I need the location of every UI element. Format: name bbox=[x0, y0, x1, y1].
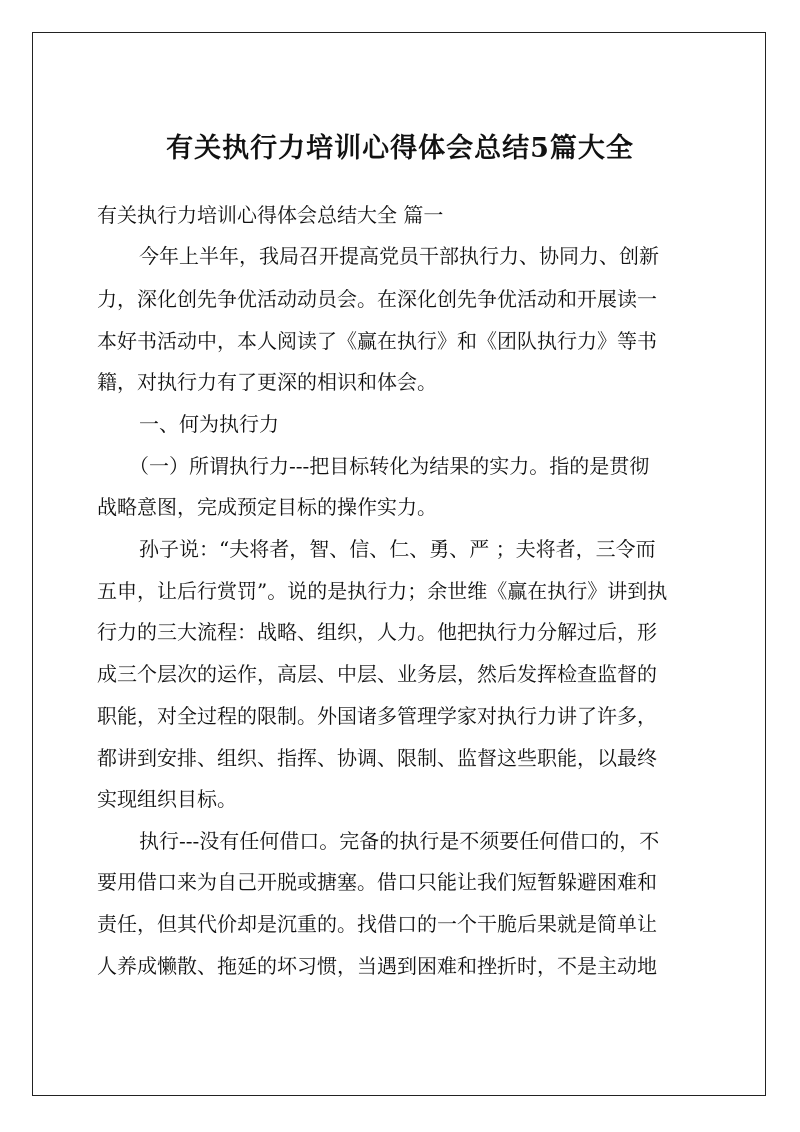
paragraph-line: 孙子说：“夫将者，智、信、仁、勇、严 ；夫将者，三令而 bbox=[139, 537, 656, 561]
paragraph-line: 职能，对全过程的限制。外国诸多管理学家对执行力讲了许多， bbox=[97, 704, 657, 728]
page-border bbox=[32, 32, 766, 1096]
paragraph-line: 执行---没有任何借口。完备的执行是不须要任何借口的，不 bbox=[139, 829, 660, 853]
paragraph-line: 行力的三大流程：战略、组织，人力。他把执行力分解过后，形 bbox=[97, 620, 657, 644]
section-heading: 有关执行力培训心得体会总结大全 篇一 bbox=[97, 203, 444, 227]
subsection-heading: 一、何为执行力 bbox=[139, 412, 279, 436]
paragraph-line: 力，深化创先争优活动动员会。在深化创先争优活动和开展读一 bbox=[97, 287, 657, 311]
paragraph-line: 五申，让后行赏罚”。说的是执行力；余世维《赢在执行》讲到执 bbox=[97, 579, 668, 603]
paragraph-line: 今年上半年，我局召开提高党员干部执行力、协同力、创新 bbox=[139, 244, 659, 268]
paragraph-line: 成三个层次的运作，高层、中层、业务层，然后发挥检查监督的 bbox=[97, 662, 657, 686]
paragraph-line: 责任，但其代价却是沉重的。找借口的一个干脆后果就是简单让 bbox=[97, 912, 657, 936]
paragraph-line: 战略意图，完成预定目标的操作实力。 bbox=[97, 495, 437, 519]
document-title: 有关执行力培训心得体会总结5篇大全 bbox=[166, 133, 634, 164]
paragraph-line: 籍，对执行力有了更深的相识和体会。 bbox=[97, 370, 437, 394]
paragraph-line: 人养成懒散、拖延的坏习惯，当遇到困难和挫折时，不是主动地 bbox=[97, 954, 657, 978]
paragraph-line: （一）所谓执行力---把目标转化为结果的实力。指的是贯彻 bbox=[129, 454, 650, 478]
paragraph-line: 实现组织目标。 bbox=[97, 787, 237, 811]
paragraph-line: 要用借口来为自己开脱或搪塞。借口只能让我们短暂躲避困难和 bbox=[97, 870, 657, 894]
paragraph-line: 都讲到安排、组织、指挥、协调、限制、监督这些职能，以最终 bbox=[97, 746, 657, 770]
paragraph-line: 本好书活动中，本人阅读了《赢在执行》和《团队执行力》等书 bbox=[97, 329, 657, 353]
